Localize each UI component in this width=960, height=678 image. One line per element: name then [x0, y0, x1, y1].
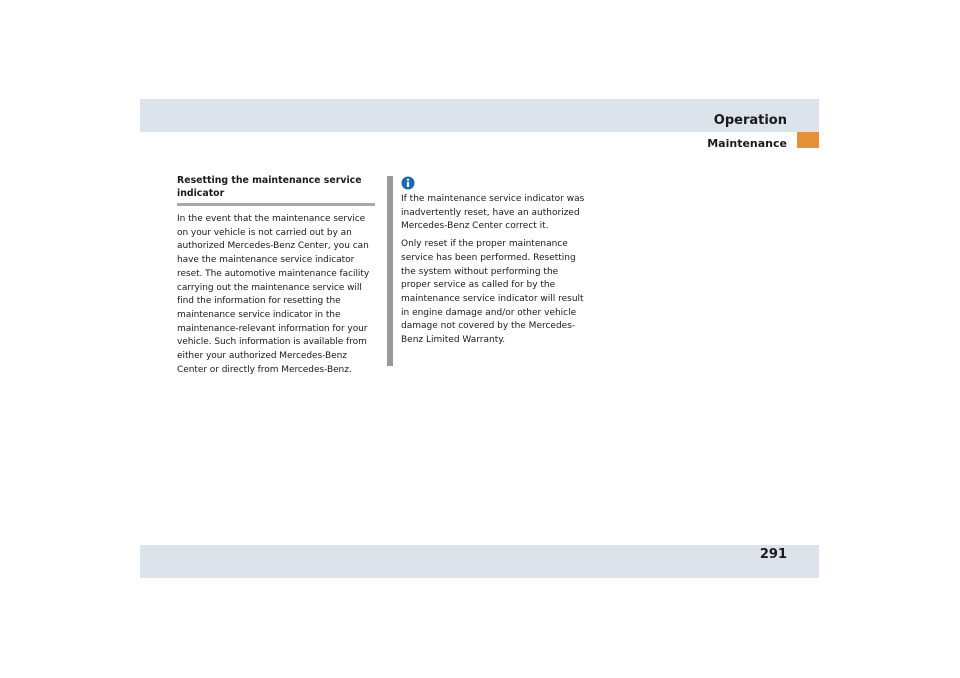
page-number: 291 — [759, 547, 787, 562]
main-column — [177, 175, 375, 377]
note-paragraph-1: If the maintenance service indicator was inadvertently reset, have an authorized Mercedes-Benz Center correct it. — [401, 194, 585, 232]
note-side-bar — [387, 176, 393, 366]
note-column — [401, 176, 586, 348]
note-paragraph-2: Only reset if the proper maintenance service has been performed. Resetting the system without performing the proper service as called for by the maintenance service indicator will result in engine damage and/or other vehicle damage not covered by the Mercedes-Benz Limited Warranty. — [401, 239, 584, 346]
section-title: Operation — [713, 113, 787, 128]
body-paragraph: In the event that the maintenance service on your vehicle is not carried out by an authorized Mercedes-Benz Center, you can have the maintenance service indicator reset. The automotive maintenance facility carrying out the maintenance service will find the information for resetting the maintenance service indicator in the maintenance-relevant information for your vehicle. Such information is available from either your authorized Mercedes-Benz Center or directly from Mercedes-Benz. — [177, 214, 370, 375]
info-icon — [401, 176, 415, 190]
subsection-title: Maintenance — [707, 137, 787, 150]
section-heading: Resetting the maintenance service indicator — [177, 175, 375, 206]
footer-band — [140, 545, 819, 578]
section-tab-marker — [797, 132, 819, 148]
